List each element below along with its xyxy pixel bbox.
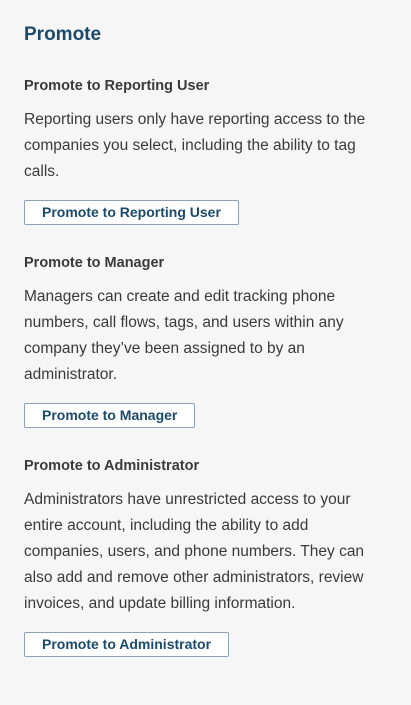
promote-to-reporting-user-button[interactable]: Promote to Reporting User bbox=[24, 200, 239, 225]
section-description-manager: Managers can create and edit tracking phone numbers, call flows, tags, and users within any company they’ve been assigned to by an administrator. bbox=[24, 288, 344, 383]
section-heading-administrator: Promote to Administrator bbox=[24, 458, 200, 474]
section-reporting-user bbox=[24, 77, 384, 225]
promote-to-administrator-button[interactable]: Promote to Administrator bbox=[24, 632, 229, 657]
section-manager bbox=[24, 254, 384, 428]
section-heading-manager: Promote to Manager bbox=[24, 255, 165, 271]
promote-to-manager-button[interactable]: Promote to Manager bbox=[24, 403, 195, 428]
section-description-administrator: Administrators have unrestricted access to your entire account, including the ability to add companies, users, and phone numbers. They can also add and remove other administrators, review invoices, and update billing information. bbox=[24, 491, 365, 612]
section-description-reporting-user: Reporting users only have reporting access to the companies you select, including the ability to tag calls. bbox=[24, 111, 366, 180]
page-title: Promote bbox=[24, 24, 102, 45]
section-administrator bbox=[24, 457, 384, 657]
section-heading-reporting-user: Promote to Reporting User bbox=[24, 78, 210, 94]
